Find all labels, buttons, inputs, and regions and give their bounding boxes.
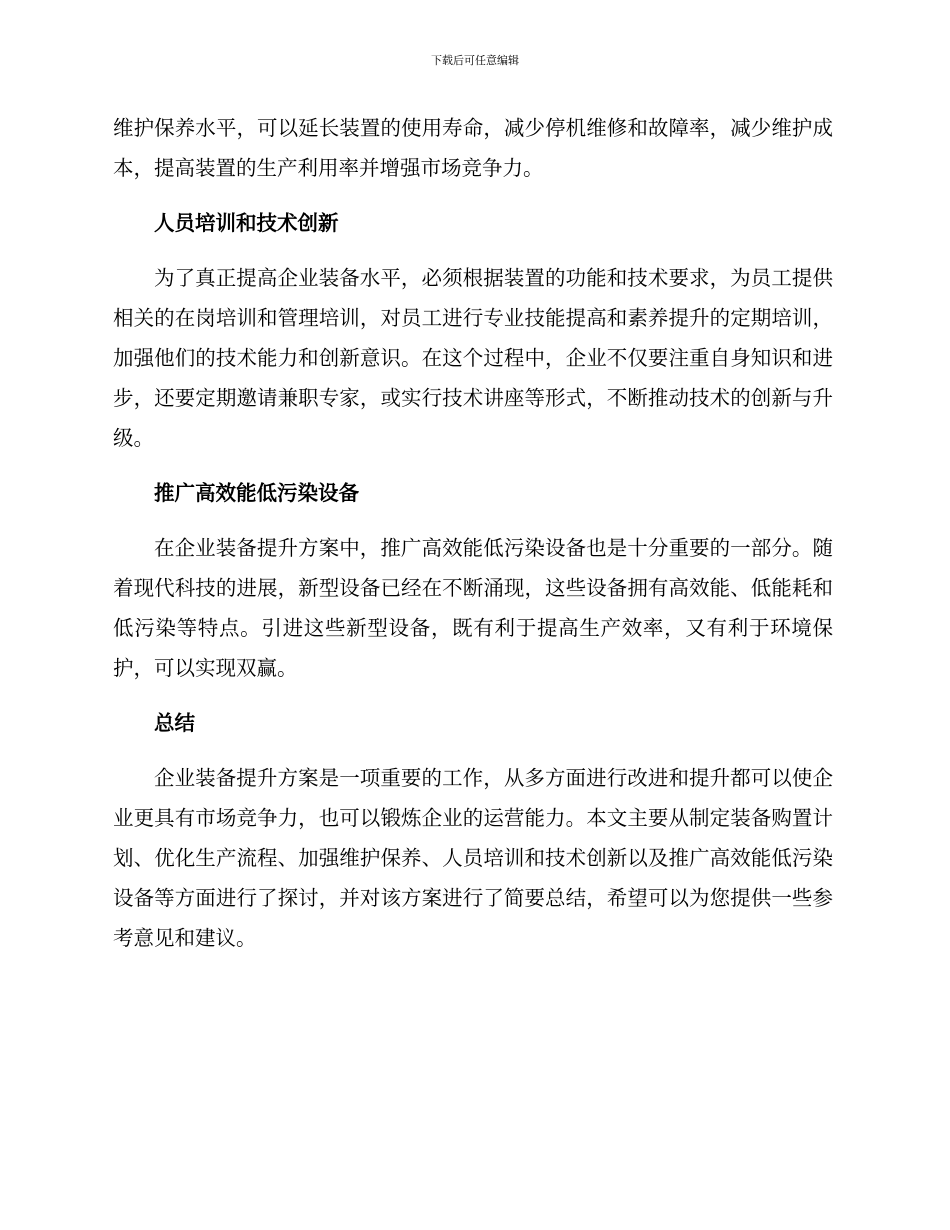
paragraph-efficient-equipment: 在企业装备提升方案中，推广高效能低污染设备也是十分重要的一部分。随着现代科技的进展，新型设备已经在不断涌现，这些设备拥有高效能、低能耗和低污染等特点。引进这些新型设备，既有利于提高生产效率，又有利于环境保护，可以实现双赢。 bbox=[113, 536, 833, 680]
document-body bbox=[113, 108, 833, 958]
paragraph-summary: 企业装备提升方案是一项重要的工作，从多方面进行改进和提升都可以使企业更具有市场竞争力，也可以锻炼企业的运营能力。本文主要从制定装备购置计划、优化生产流程、加强维护保养、人员培训和技术创新以及推广高效能低污染设备等方面进行了探讨，并对该方案进行了简要总结，希望可以为您提供一些参考意见和建议。 bbox=[113, 766, 833, 950]
paragraph-training-innovation: 为了真正提高企业装备水平，必须根据装置的功能和技术要求，为员工提供相关的在岗培训和管理培训，对员工进行专业技能提高和素养提升的定期培训，加强他们的技术能力和创新意识。在这个过程中，企业不仅要注重自身知识和进步，还要定期邀请兼职专家，或实行技术讲座等形式，不断推动技术的创新与升级。 bbox=[113, 266, 833, 450]
heading-efficient-equipment: 推广高效能低污染设备 bbox=[154, 481, 359, 505]
page-header: 下载后可任意编辑 bbox=[431, 54, 519, 67]
heading-summary: 总结 bbox=[154, 711, 195, 735]
heading-training-innovation: 人员培训和技术创新 bbox=[154, 211, 339, 235]
paragraph-maintenance-continued: 维护保养水平，可以延长装置的使用寿命，减少停机维修和故障率，减少维护成本，提高装置的生产利用率并增强市场竞争力。 bbox=[113, 116, 833, 180]
